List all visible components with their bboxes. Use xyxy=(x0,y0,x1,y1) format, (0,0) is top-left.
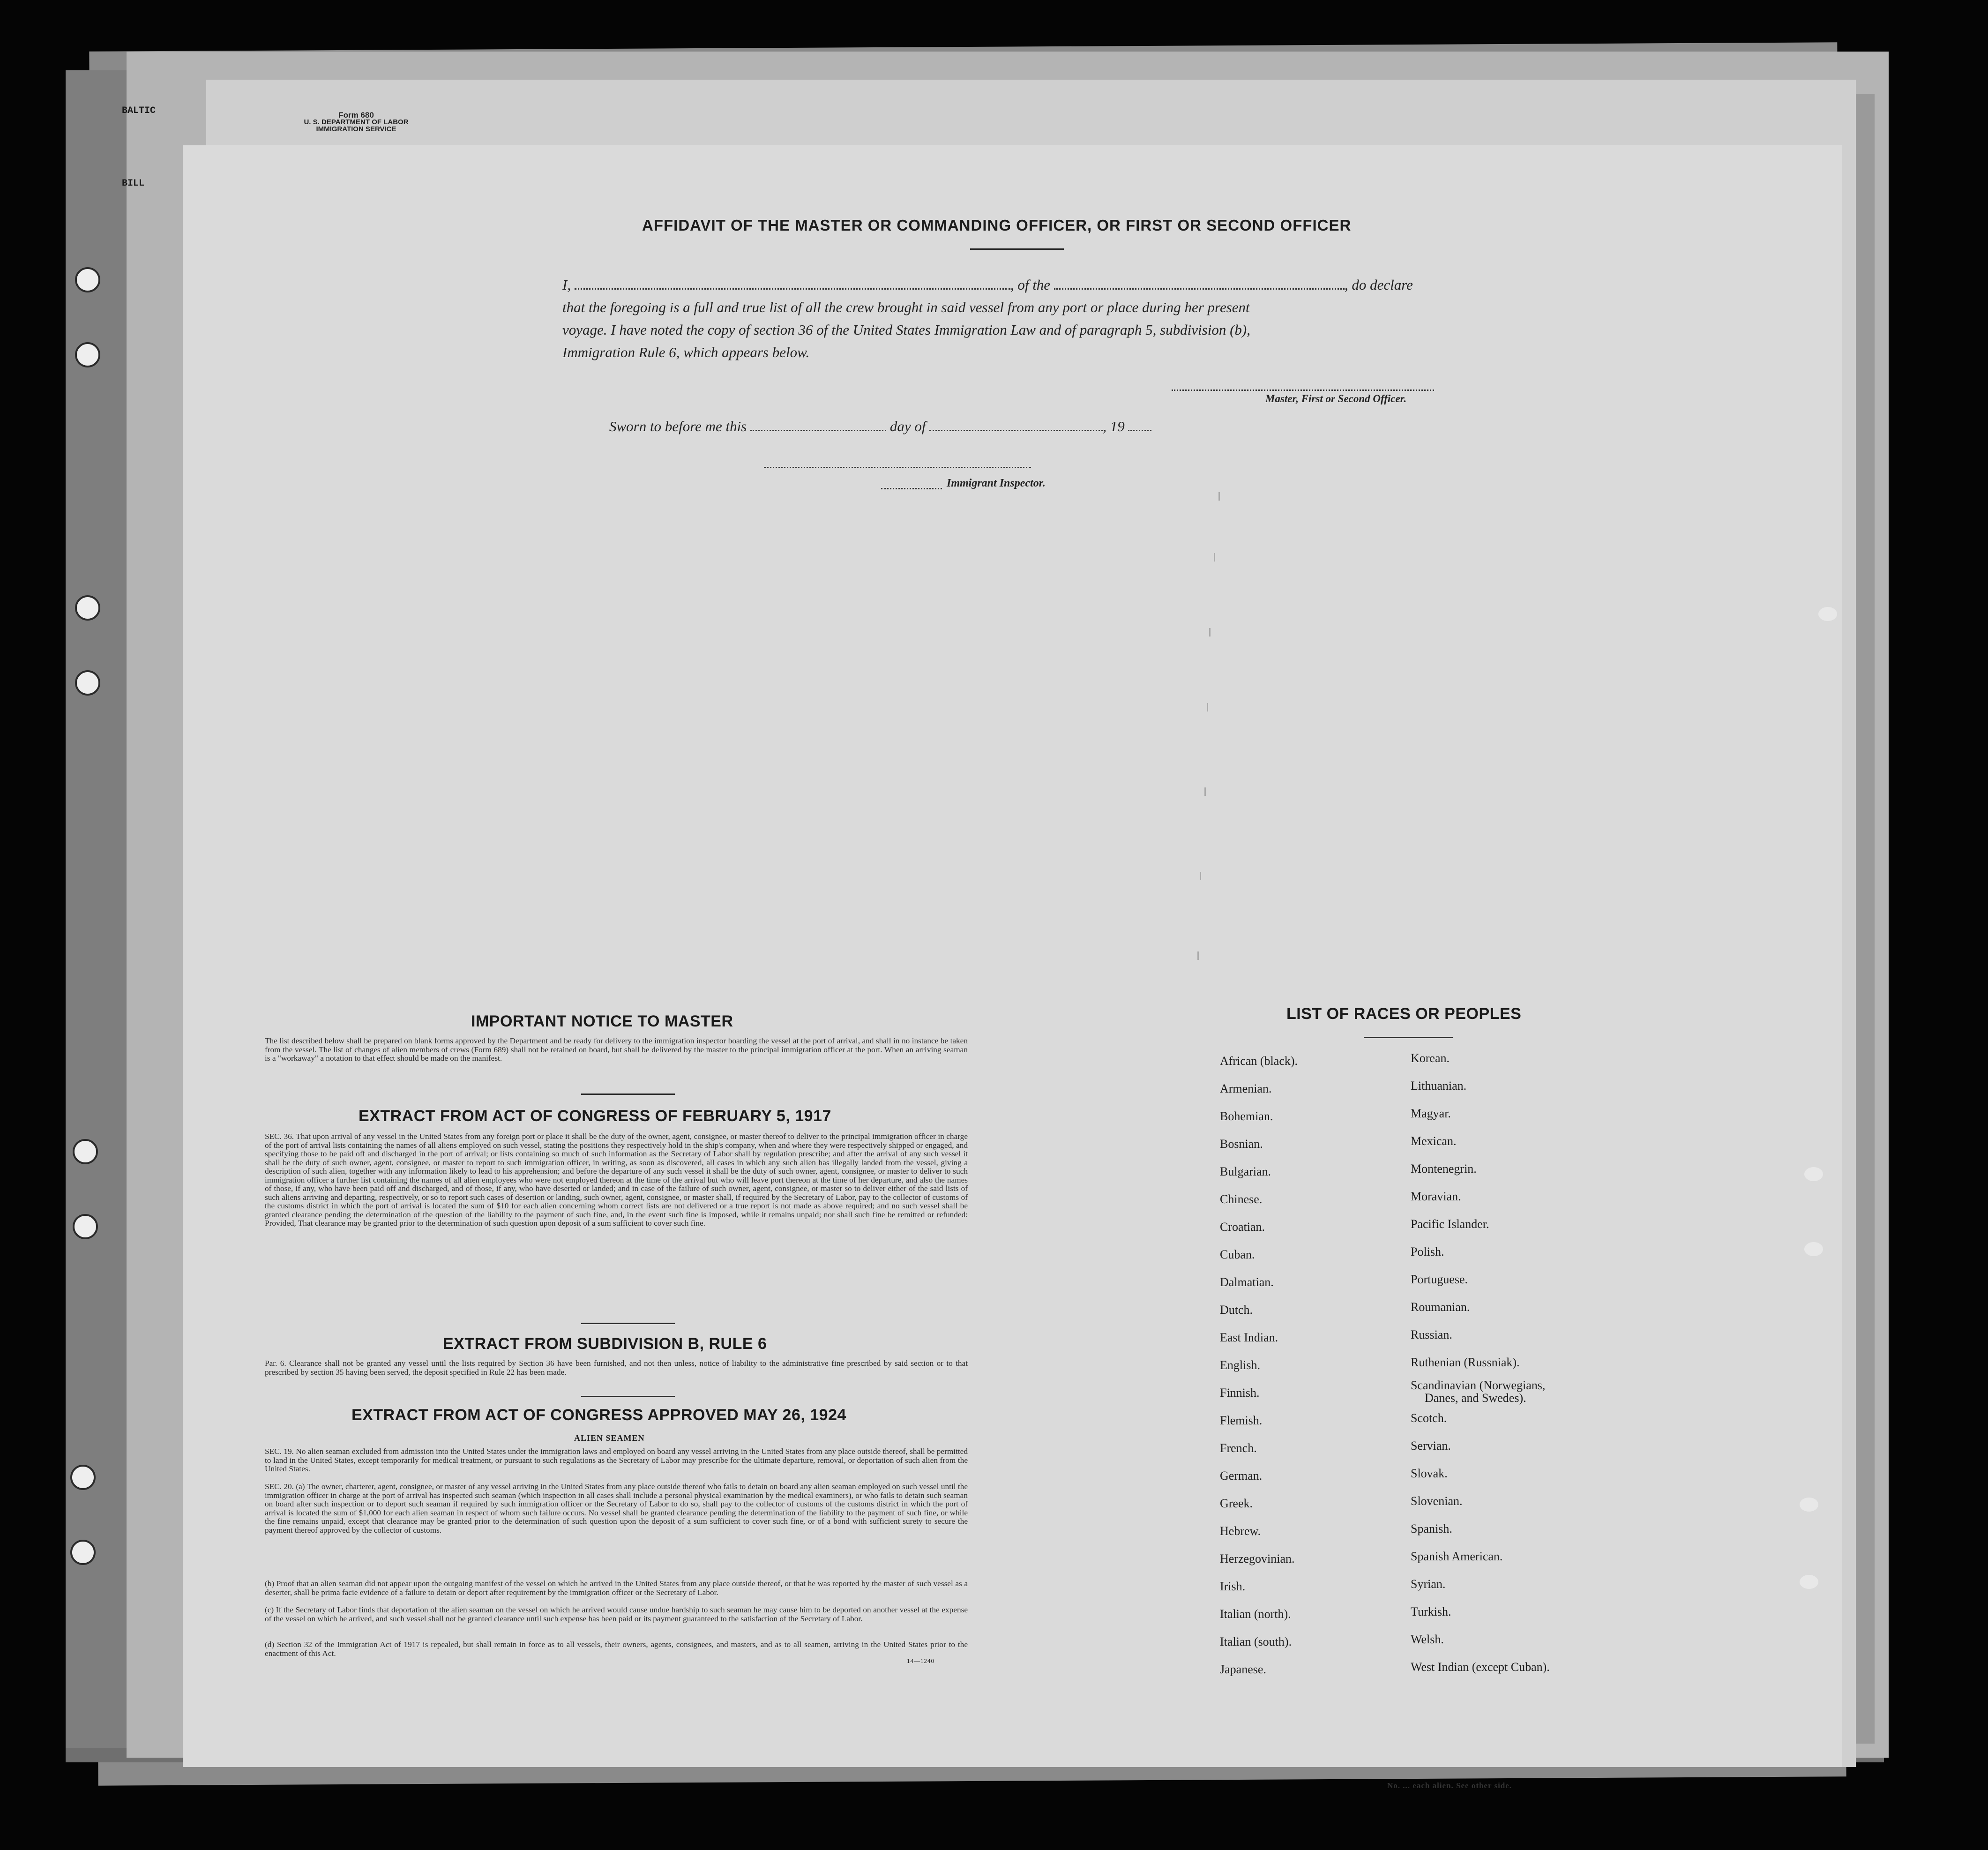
race-item: Bulgarian. xyxy=(1220,1165,1271,1178)
race-item: Dalmatian. xyxy=(1220,1275,1274,1289)
race-item: German. xyxy=(1220,1469,1263,1483)
paper-mark xyxy=(1218,492,1220,501)
underlying-strip-text: BALTIC xyxy=(122,105,156,116)
race-item: French. xyxy=(1220,1441,1257,1455)
form-header xyxy=(281,112,431,133)
binder-hole xyxy=(70,1465,96,1490)
race-item: Herzegovinian. xyxy=(1220,1552,1295,1565)
race-item: Slovenian. xyxy=(1411,1494,1463,1508)
extract-1924-sec20a: SEC. 20. (a) The owner, charterer, agent, consignee, or master of any vessel arriving in the United States from any place outside thereof who fails to detain on board any alien seaman employed on such vessel until the immigration officer in charge at the port of arrival has inspected such seaman (which inspection in all cases shall include a personal physical examination by the medical examiners), or who fails to detain such seaman on board after such inspection or to deport such seaman if required by such immigration officer or the Secretary of Labor to do so, shall pay to the collector of customs of the customs district in which the port of arrival is located the sum of $1,000 for each alien seaman in respect of whom such failure occurs. No vessel shall be granted clearance pending the determination of the liability to the payment of such fine, or while the fine remains unpaid, except that clearance may be granted prior to the determination of such question upon the deposit of a sum sufficient to cover such fine, or of a bond with sufficient surety to secure the payment thereof approved by the collector of customs. xyxy=(265,1482,968,1535)
race-item: Bohemian. xyxy=(1220,1109,1273,1123)
race-item: Scotch. xyxy=(1411,1411,1447,1425)
sworn-year-prefix: , 19 xyxy=(1103,418,1125,434)
department-name: U. S. DEPARTMENT OF LABOR xyxy=(304,118,409,126)
race-item: East Indian. xyxy=(1220,1331,1278,1344)
notice-text: The list described below shall be prepared on blank forms approved by the Department and be ready for delivery to the immigration inspector boarding the vessel at the port of arrival, and shall in no instance be taken from the vessel. The list of changes of alien members of crews (Form 689) shall not be retained on board, but shall be delivered by the master to the principal immigration officer at the port. When an arriving seaman is a "workaway" a notation to that effect should be made on the manifest. xyxy=(265,1036,968,1063)
binder-hole xyxy=(75,267,100,292)
paper-mark xyxy=(1207,703,1208,712)
race-item: Moravian. xyxy=(1411,1190,1461,1203)
section-rule xyxy=(581,1094,675,1095)
race-item: Welsh. xyxy=(1411,1633,1444,1646)
binder-hole xyxy=(73,1139,98,1164)
extract-rule6-title: EXTRACT FROM SUBDIVISION B, RULE 6 xyxy=(443,1335,767,1353)
declare-text: , do declare xyxy=(1344,277,1413,293)
race-item: Mexican. xyxy=(1411,1134,1457,1148)
race-item: Scandinavian (Norwegians, xyxy=(1411,1378,1546,1392)
race-item: Ruthenian (Russniak). xyxy=(1411,1356,1520,1369)
page-edge-tab xyxy=(1818,607,1837,621)
race-item: Montenegrin. xyxy=(1411,1162,1477,1176)
affidavit-line-1 xyxy=(562,277,1413,293)
inspector-signature-line xyxy=(881,487,942,489)
sworn-day-blank xyxy=(750,429,886,431)
race-item: Bosnian. xyxy=(1220,1137,1263,1151)
race-item: English. xyxy=(1220,1358,1260,1372)
binder-hole xyxy=(70,1540,96,1565)
extract-1917-title: EXTRACT FROM ACT OF CONGRESS OF FEBRUARY 5, 1917 xyxy=(359,1107,831,1125)
paper-mark xyxy=(1204,787,1206,796)
paper-mark xyxy=(1214,553,1215,562)
race-item: Polish. xyxy=(1411,1245,1444,1258)
page-edge-tab xyxy=(1804,1242,1823,1256)
affidavit-body-line: that the foregoing is a full and true list of all the crew brought in said vessel from any port or place during her present xyxy=(562,299,1250,315)
race-item: African (black). xyxy=(1220,1054,1298,1068)
races-title-rule xyxy=(1364,1037,1453,1038)
race-item: Korean. xyxy=(1411,1051,1450,1065)
race-item: Russian. xyxy=(1411,1328,1452,1341)
race-item: Spanish American. xyxy=(1411,1550,1503,1563)
signature-label: Master, First or Second Officer. xyxy=(1265,393,1407,404)
title-rule xyxy=(970,248,1064,250)
race-item: Syrian. xyxy=(1411,1577,1446,1591)
affidavit-body-line: voyage. I have noted the copy of section 36 of the United States Immigration Law and of paragraph 5, subdivision (b), xyxy=(562,322,1250,338)
race-item: Portuguese. xyxy=(1411,1273,1468,1286)
race-item: West Indian (except Cuban). xyxy=(1411,1660,1550,1674)
race-item: Irish. xyxy=(1220,1580,1246,1593)
race-item: Spanish. xyxy=(1411,1522,1452,1535)
extract-1924-title: EXTRACT FROM ACT OF CONGRESS APPROVED MAY 26, 1924 xyxy=(351,1406,846,1424)
race-item: Japanese. xyxy=(1220,1663,1266,1676)
declarant-prefix: I, xyxy=(562,277,571,293)
declarant-name-blank xyxy=(575,288,1010,290)
race-item: Lithuanian. xyxy=(1411,1079,1467,1093)
race-item: Greek. xyxy=(1220,1497,1253,1510)
binder-hole xyxy=(75,595,100,621)
races-title: LIST OF RACES OR PEOPLES xyxy=(1286,1005,1522,1023)
extract-1924-sec20d: (d) Section 32 of the Immigration Act of 1917 is repealed, but shall remain in force as to all vessels, their owners, agents, consignees, and masters, and as to all seamen, arriving in the United States prior to the enactment of this Act. xyxy=(265,1640,968,1658)
print-code: 14—1240 xyxy=(907,1657,934,1664)
sworn-month-blank xyxy=(929,429,1103,431)
paper-mark xyxy=(1197,951,1199,960)
binder-hole xyxy=(73,1214,98,1239)
race-item: Cuban. xyxy=(1220,1248,1255,1261)
sworn-line xyxy=(609,418,1151,435)
binder-hole xyxy=(75,342,100,367)
section-rule xyxy=(581,1396,675,1397)
race-item: Hebrew. xyxy=(1220,1524,1261,1538)
race-item-continuation: Danes, and Swedes). xyxy=(1425,1391,1526,1405)
vessel-name-blank xyxy=(1054,288,1345,290)
notice-title: IMPORTANT NOTICE TO MASTER xyxy=(471,1012,733,1030)
race-item: Armenian. xyxy=(1220,1082,1272,1095)
race-item: Flemish. xyxy=(1220,1414,1263,1427)
race-item: Servian. xyxy=(1411,1439,1451,1453)
affidavit-body-line: Immigration Rule 6, which appears below. xyxy=(562,344,810,360)
race-item: Turkish. xyxy=(1411,1605,1451,1618)
race-item: Roumanian. xyxy=(1411,1300,1470,1314)
underlying-strip-text: BILL xyxy=(122,178,145,189)
sworn-prefix: Sworn to before me this xyxy=(609,418,747,434)
race-item: Pacific Islander. xyxy=(1411,1217,1489,1231)
inspector-label: Immigrant Inspector. xyxy=(947,477,1046,489)
race-item: Italian (north). xyxy=(1220,1607,1291,1621)
race-item: Magyar. xyxy=(1411,1107,1451,1120)
race-item: Italian (south). xyxy=(1220,1635,1292,1648)
inspector-signature-line xyxy=(764,466,1031,468)
page-edge-tab xyxy=(1800,1575,1818,1589)
page-edge-tab xyxy=(1800,1498,1818,1512)
affidavit-title: AFFIDAVIT OF THE MASTER OR COMMANDING OFFICER, OR FIRST OR SECOND OFFICER xyxy=(642,217,1352,234)
underlying-page-note: No. ... each alien. See other side. xyxy=(1387,1781,1512,1790)
extract-rule6-text: Par. 6. Clearance shall not be granted any vessel until the lists required by Section 36 have been furnished, and not then unless, notice of liability to the administrative fine prescribed by said section or to that prescribed by section 35 having been served, the deposit specified in Rule 22 has been made. xyxy=(265,1359,968,1377)
signature-line xyxy=(1172,389,1434,391)
race-item: Dutch. xyxy=(1220,1303,1253,1317)
extract-1924-subtitle: ALIEN SEAMEN xyxy=(574,1433,645,1443)
sworn-day-of: day of xyxy=(889,418,926,434)
race-item: Chinese. xyxy=(1220,1192,1263,1206)
of-the-text: , of the xyxy=(1010,277,1051,293)
service-name: IMMIGRATION SERVICE xyxy=(316,125,396,133)
paper-mark xyxy=(1209,628,1211,637)
extract-1917-text: SEC. 36. That upon arrival of any vessel in the United States from any foreign port or place it shall be the duty of the owner, agent, consignee, or master thereof to deliver to the principal immigration officer in charge of the port of arrival lists containing the names of all aliens employed on such vessel, stating the positions they respectively hold in the ship's company, when and where they were respectively shipped or engaged, and specifying those to be paid off and discharged in the port of arrival; or lists containing so much of such information as the Secretary of Labor shall by regulation prescribe; and after the arrival of any such vessel it shall be the duty of such owner, agent, consignee, or master to report to such immigration officer, in writing, as soon as discovered, all cases in which any such alien has illegally landed from the vessel, giving a description of such alien, together with any information likely to lead to his apprehension; and before the departure of any such vessel it shall be the duty of such owner, agent, consignee, or master to deliver to such immigration officer a further list containing the names of all alien employees who were not employed thereon at the time of the arrival but who will leave port thereon at the time of her departure, and also the names of those, if any, who have been paid off and discharged, and of those, if any, who have deserted or landed; and in case of the failure of such owner, agent, consignee, or master so to deliver either of the said lists of such aliens arriving and departing, respectively, or so to report such cases of desertion or landing, such owner, agent, consignee, or master shall, if required by the Secretary of Labor, pay to the collector of customs of the customs district in which the port of arrival is located the sum of $10 for each alien concerning whom correct lists are not delivered or a true report is not made as above required; and no such vessel shall be granted clearance pending the determination of the question of the liability to the payment of such fine, and, in the event such fine is imposed, while it remains unpaid; nor shall such fine be remitted or refunded: Provided, That clearance may be granted prior to the determination of such question upon deposit of a sum sufficient to cover such fine. xyxy=(265,1132,968,1228)
page-edge-tab xyxy=(1804,1167,1823,1181)
race-item: Slovak. xyxy=(1411,1467,1448,1480)
extract-1924-sec20b: (b) Proof that an alien seaman did not appear upon the outgoing manifest of the vessel on which he arrived in the United States from any place outside thereof, or that he was reported by the master of such vessel as a deserter, shall be prima facie evidence of a failure to detain or deport after requirement by the immigration officer or the Secretary of Labor. xyxy=(265,1579,968,1597)
extract-1924-sec19: SEC. 19. No alien seaman excluded from admission into the United States under the immigration laws and employed on board any vessel arriving in the United States from any place outside thereof, shall be permitted to land in the United States, except temporarily for medical treatment, or pursuant to such regulations as the Secretary of Labor may prescribe for the ultimate departure, removal, or deportation of such alien from the United States. xyxy=(265,1447,968,1473)
section-rule xyxy=(581,1323,675,1324)
paper-mark xyxy=(1200,872,1201,880)
sworn-year-blank xyxy=(1128,429,1151,431)
form-number: Form 680 xyxy=(338,111,374,120)
race-item: Croatian. xyxy=(1220,1220,1265,1234)
binder-hole xyxy=(75,670,100,696)
race-item: Finnish. xyxy=(1220,1386,1260,1400)
extract-1924-sec20c: (c) If the Secretary of Labor finds that deportation of the alien seaman on the vessel on which he arrived would cause undue hardship to such seaman he may cause him to be deported on another vessel at the expense of the vessel on which he arrived, and such vessel shall not be granted clearance until such expense has been paid or its payment guaranteed to the satisfaction of the Secretary of Labor. xyxy=(265,1605,968,1623)
